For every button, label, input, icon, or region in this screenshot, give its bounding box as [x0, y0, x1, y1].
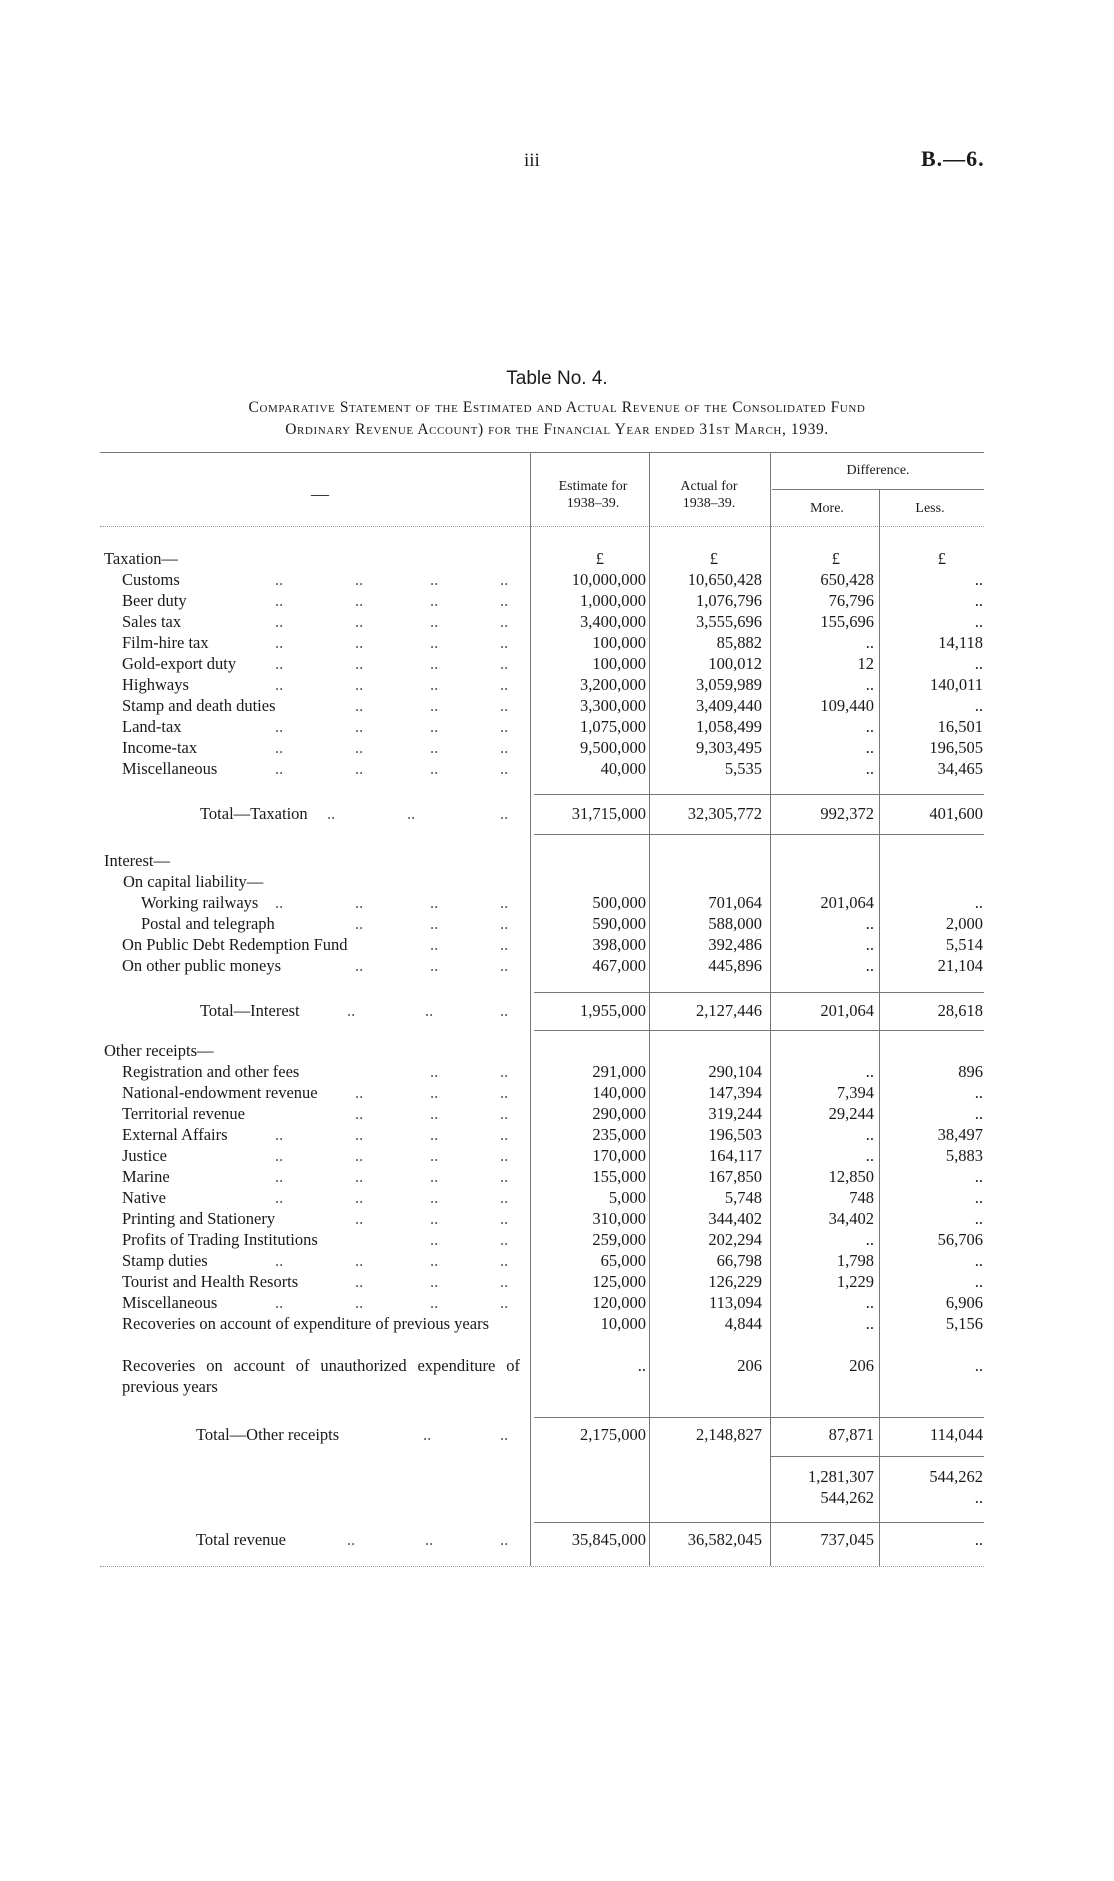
row-label: Film-hire tax	[122, 633, 209, 652]
cell-actual: 701,064	[708, 893, 762, 912]
table-row	[0, 1355, 1114, 1397]
total-actual: 2,127,446	[696, 1001, 762, 1020]
taxation-heading-row	[0, 548, 1114, 569]
total-more: 201,064	[820, 1001, 874, 1020]
cell-actual: 196,503	[708, 1125, 762, 1144]
other-total-rule-top	[534, 1417, 984, 1418]
cell-more: ..	[865, 1230, 874, 1249]
cell-actual: 588,000	[708, 914, 762, 933]
header-dash: —	[311, 484, 329, 504]
cell-estimate: 398,000	[592, 935, 646, 954]
cell-more: 12,850	[828, 1167, 874, 1186]
cell-more: 12	[857, 654, 874, 673]
cell-actual: 4,844	[724, 1314, 762, 1333]
cell-more: ..	[865, 935, 874, 954]
currency-symbol: £	[831, 549, 840, 568]
cell-estimate: 170,000	[592, 1146, 646, 1165]
cell-less: 6,906	[945, 1293, 983, 1312]
table-row: Registration and other fees .. .. 291,000 290,104 .. 896	[122, 1062, 983, 1081]
cell-less: ..	[974, 1104, 983, 1123]
cell-more: 748	[849, 1188, 874, 1207]
cell-estimate: 290,000	[592, 1104, 646, 1123]
subtotal-more-1: 1,281,307	[808, 1467, 874, 1486]
row-label: Sales tax	[122, 612, 182, 631]
cell-actual: 202,294	[708, 1230, 762, 1249]
table-row: Marine .. .. .. .. 155,000 167,850 12,850 ..	[122, 1167, 983, 1186]
table-subtitle-line-1: Comparative Statement of the Estimated and Actual Revenue of the Consolidated Fund	[248, 399, 866, 416]
cell-less: ..	[974, 570, 983, 589]
other-total-rule-bottom	[770, 1456, 984, 1457]
cell-estimate: 1,075,000	[580, 717, 646, 736]
cell-less: ..	[974, 1356, 983, 1375]
cell-less: 16,501	[937, 717, 983, 736]
cell-less: ..	[974, 1251, 983, 1270]
cell-more: ..	[865, 759, 874, 778]
cell-less: ..	[974, 612, 983, 631]
cell-actual: 5,535	[724, 759, 762, 778]
cell-estimate: 467,000	[592, 956, 646, 975]
row-label: Miscellaneous	[122, 1293, 218, 1312]
cell-more: ..	[865, 1062, 874, 1081]
table-row: Profits of Trading Institutions .. .. 259,000 202,294 .. 56,706	[122, 1230, 983, 1249]
subtotal-row-1	[0, 1466, 1114, 1487]
currency-symbol: £	[709, 549, 718, 568]
total-estimate: 2,175,000	[580, 1425, 646, 1444]
cell-estimate: 10,000	[600, 1314, 646, 1333]
grand-total-actual: 36,582,045	[687, 1530, 762, 1549]
cell-estimate: 65,000	[600, 1251, 646, 1270]
row-label: On other public moneys	[122, 956, 282, 975]
table-row: Postal and telegraph .. .. .. 590,000 588,000 .. 2,000	[141, 914, 983, 933]
taxation-total-rule-top	[534, 794, 984, 795]
cell-less: ..	[974, 696, 983, 715]
cell-estimate: 5,000	[608, 1188, 646, 1207]
cell-estimate: 259,000	[592, 1230, 646, 1249]
cell-estimate: 100,000	[592, 633, 646, 652]
cell-estimate: 3,200,000	[580, 675, 646, 694]
cell-estimate: 10,000,000	[571, 570, 646, 589]
section-heading: Taxation—	[104, 549, 178, 568]
interest-total-rule-top	[534, 992, 984, 993]
currency-symbol: £	[595, 549, 604, 568]
other-heading-row	[0, 1040, 1114, 1061]
cell-estimate: 120,000	[592, 1293, 646, 1312]
grand-total-row: Total revenue .. .. .. 35,845,000 36,582,045 737,045 ..	[196, 1530, 983, 1549]
cell-estimate: 590,000	[592, 914, 646, 933]
total-more: 87,871	[828, 1425, 874, 1444]
row-label: Highways	[122, 675, 189, 694]
interest-total-rule-bottom	[534, 1030, 984, 1031]
row-label: Land-tax	[122, 717, 182, 736]
cell-actual: 5,748	[724, 1188, 762, 1207]
row-label: Profits of Trading Institutions	[122, 1230, 318, 1249]
table-title: Table No. 4.	[506, 368, 608, 389]
total-actual: 2,148,827	[696, 1425, 762, 1444]
cell-estimate: ..	[637, 1356, 646, 1375]
cell-less: ..	[974, 591, 983, 610]
cell-less: 5,883	[945, 1146, 983, 1165]
row-label: Miscellaneous	[122, 759, 218, 778]
cell-actual: 3,409,440	[696, 696, 762, 715]
table-top-rule	[100, 452, 984, 453]
table-row: On Public Debt Redemption Fund .. .. 398,000 392,486 .. 5,514	[122, 935, 983, 954]
page-number: iii	[524, 150, 540, 171]
cell-more: ..	[865, 633, 874, 652]
cell-estimate: 235,000	[592, 1125, 646, 1144]
cell-estimate: 125,000	[592, 1272, 646, 1291]
table-row: Customs .. .. .. .. 10,000,000 10,650,428 650,428 ..	[122, 570, 983, 589]
cell-actual: 206	[737, 1356, 762, 1375]
cell-less: ..	[974, 893, 983, 912]
cell-actual: 167,850	[708, 1167, 762, 1186]
currency-symbol: £	[937, 549, 946, 568]
total-less: 114,044	[929, 1425, 983, 1444]
row-label: Territorial revenue	[122, 1104, 245, 1123]
table-row: Working railways .. .. .. .. 500,000 701,064 201,064 ..	[141, 893, 983, 912]
row-label: Gold-export duty	[122, 654, 237, 673]
table-row: Miscellaneous .. .. .. .. 40,000 5,535 .. 34,465	[122, 759, 983, 778]
cell-estimate: 291,000	[592, 1062, 646, 1081]
cell-more: ..	[865, 738, 874, 757]
row-label: Stamp and death duties	[122, 696, 276, 715]
table-row: Tourist and Health Resorts .. .. .. 125,000 126,229 1,229 ..	[122, 1272, 983, 1291]
cell-less: ..	[974, 1209, 983, 1228]
cell-less: 38,497	[937, 1125, 983, 1144]
cell-less: 196,505	[929, 738, 983, 757]
header-actual: Actual for 1938–39.	[680, 479, 738, 511]
cell-more: 1,229	[836, 1272, 874, 1291]
cell-more: 650,428	[820, 570, 874, 589]
cell-actual: 164,117	[708, 1146, 762, 1165]
row-label: Tourist and Health Resorts	[122, 1272, 299, 1291]
table-row: Territorial revenue .. .. .. 290,000 319,244 29,244 ..	[122, 1104, 983, 1123]
cell-estimate: 500,000	[592, 893, 646, 912]
row-label: Registration and other fees	[122, 1062, 300, 1081]
total-label: Total—Interest	[200, 1001, 300, 1020]
table-row-total: Total—Interest .. .. .. 1,955,000 2,127,446 201,064 28,618	[200, 1001, 983, 1020]
cell-actual: 113,094	[708, 1293, 762, 1312]
cell-actual: 85,882	[716, 633, 762, 652]
row-label: Native	[122, 1188, 166, 1207]
total-estimate: 31,715,000	[571, 804, 646, 823]
cell-more: 7,394	[836, 1083, 874, 1102]
subtotal-more-2: 544,262	[820, 1488, 874, 1507]
cell-more: ..	[865, 1314, 874, 1333]
interest-heading-row	[0, 850, 1114, 871]
total-label: Total—Taxation	[200, 804, 308, 823]
cell-actual: 319,244	[708, 1104, 762, 1123]
document-code: B.—6.	[921, 146, 985, 171]
cell-less: 21,104	[937, 956, 983, 975]
subtotal-row-2	[0, 1487, 1114, 1508]
cell-actual: 1,058,499	[696, 717, 762, 736]
cell-more: 34,402	[828, 1209, 874, 1228]
cell-more: ..	[865, 1293, 874, 1312]
cell-more: 206	[849, 1356, 874, 1375]
cell-more: ..	[865, 956, 874, 975]
section-heading: Other receipts—	[104, 1041, 214, 1060]
cell-more: ..	[865, 1125, 874, 1144]
cell-estimate: 40,000	[600, 759, 646, 778]
table-row: Miscellaneous .. .. .. .. 120,000 113,094 .. 6,906	[122, 1293, 983, 1312]
cell-actual: 9,303,495	[696, 738, 762, 757]
table-row: External Affairs .. .. .. .. 235,000 196,503 .. 38,497	[122, 1125, 983, 1144]
row-label: On Public Debt Redemption Fund	[122, 935, 348, 954]
header-less: Less.	[915, 501, 945, 516]
grand-total-label: Total revenue	[196, 1530, 287, 1549]
cell-less: 34,465	[937, 759, 983, 778]
table-row: Highways .. .. .. .. 3,200,000 3,059,989 .. 140,011	[122, 675, 983, 694]
row-label: Beer duty	[122, 591, 187, 610]
table-row: On other public moneys .. .. .. 467,000 445,896 .. 21,104	[122, 956, 983, 975]
total-label: Total—Other receipts	[196, 1425, 340, 1444]
cell-more: 109,440	[820, 696, 874, 715]
cell-less: 2,000	[945, 914, 983, 933]
cell-actual: 3,555,696	[696, 612, 762, 631]
cell-estimate: 9,500,000	[580, 738, 646, 757]
cell-less: ..	[974, 654, 983, 673]
section-subheading: On capital liability—	[123, 872, 264, 891]
header-bottom-rule	[100, 526, 984, 527]
grand-total-less: ..	[974, 1530, 983, 1549]
section-heading: Interest—	[104, 851, 170, 870]
cell-actual: 100,012	[708, 654, 762, 673]
table-row: Stamp duties .. .. .. .. 65,000 66,798 1,798 ..	[122, 1251, 983, 1270]
total-more: 992,372	[820, 804, 874, 823]
cell-less: 140,011	[929, 675, 983, 694]
total-less: 28,618	[937, 1001, 983, 1020]
total-less: 401,600	[929, 804, 983, 823]
row-label: Income-tax	[122, 738, 198, 757]
grand-total-more: 737,045	[820, 1530, 874, 1549]
cell-more: 1,798	[836, 1251, 874, 1270]
cell-more: ..	[865, 1146, 874, 1165]
cell-estimate: 1,000,000	[580, 591, 646, 610]
cell-less: 5,156	[945, 1314, 983, 1333]
row-label: National-endowment revenue	[122, 1083, 318, 1102]
header-estimate: Estimate for 1938–39.	[558, 479, 628, 511]
table-row: Gold-export duty .. .. .. .. 100,000 100,012 12 ..	[122, 654, 983, 673]
cell-actual: 126,229	[708, 1272, 762, 1291]
cell-estimate: 310,000	[592, 1209, 646, 1228]
grand-total-estimate: 35,845,000	[571, 1530, 646, 1549]
total-actual: 32,305,772	[687, 804, 762, 823]
cell-estimate: 100,000	[592, 654, 646, 673]
cell-actual: 3,059,989	[696, 675, 762, 694]
cell-actual: 290,104	[708, 1062, 762, 1081]
cell-more: ..	[865, 717, 874, 736]
row-label: Postal and telegraph	[141, 914, 275, 933]
cell-actual: 1,076,796	[696, 591, 762, 610]
row-label: Recoveries on account of expenditure of previous years	[122, 1314, 489, 1333]
table-row-total: Total—Other receipts .. .. 2,175,000 2,148,827 87,871 114,044	[196, 1425, 983, 1444]
table-row: Land-tax .. .. .. .. 1,075,000 1,058,499 .. 16,501	[122, 717, 983, 736]
cell-estimate: 3,400,000	[580, 612, 646, 631]
table-row: National-endowment revenue .. .. .. 140,000 147,394 7,394 ..	[122, 1083, 983, 1102]
cell-actual: 147,394	[708, 1083, 762, 1102]
cell-estimate: 3,300,000	[580, 696, 646, 715]
table-row: Film-hire tax .. .. .. .. 100,000 85,882 .. 14,118	[122, 633, 983, 652]
subtotal-less-2: ..	[974, 1488, 983, 1507]
cell-more: ..	[865, 675, 874, 694]
cell-actual: 66,798	[716, 1251, 762, 1270]
cell-less: 56,706	[937, 1230, 983, 1249]
table-row	[0, 1313, 1114, 1355]
cell-more: 29,244	[828, 1104, 874, 1123]
interest-subheading-row	[0, 871, 1114, 892]
row-label: Stamp duties	[122, 1251, 208, 1270]
row-label: External Affairs	[122, 1125, 228, 1144]
table-row: Income-tax .. .. .. .. 9,500,000 9,303,495 .. 196,505	[122, 738, 983, 757]
cell-actual: 392,486	[708, 935, 762, 954]
cell-actual: 344,402	[708, 1209, 762, 1228]
header-difference: Difference.	[846, 463, 910, 478]
cell-more: 155,696	[820, 612, 874, 631]
table-row: Native .. .. .. .. 5,000 5,748 748 ..	[122, 1188, 983, 1207]
cell-more: ..	[865, 914, 874, 933]
cell-less: ..	[974, 1083, 983, 1102]
table-row: Justice .. .. .. .. 170,000 164,117 .. 5,883	[122, 1146, 983, 1165]
grand-total-rule-top	[534, 1522, 984, 1523]
difference-rule	[772, 489, 984, 490]
cell-less: ..	[974, 1272, 983, 1291]
row-label: Working railways	[141, 893, 259, 912]
cell-actual: 445,896	[708, 956, 762, 975]
table-row: Stamp and death duties .. .. .. 3,300,000 3,409,440 109,440 ..	[122, 696, 983, 715]
row-label: Customs	[122, 570, 180, 589]
row-label: Printing and Stationery	[122, 1209, 276, 1228]
taxation-total-rule-bottom	[534, 834, 984, 835]
header-more: More.	[810, 501, 844, 516]
table-row-total: Total—Taxation .. .. .. 31,715,000 32,305,772 992,372 401,600	[200, 804, 983, 823]
table-row: Beer duty .. .. .. .. 1,000,000 1,076,796 76,796 ..	[122, 591, 983, 610]
cell-estimate: 155,000	[592, 1167, 646, 1186]
cell-less: 5,514	[945, 935, 983, 954]
table-bottom-rule	[100, 1566, 984, 1567]
cell-less: 14,118	[938, 633, 983, 652]
table-row: Printing and Stationery .. .. .. 310,000 344,402 34,402 ..	[122, 1209, 983, 1228]
row-label: Recoveries on account of unauthorized expenditure of previous years	[122, 1356, 520, 1396]
row-label: Justice	[122, 1146, 167, 1165]
cell-more: 76,796	[828, 591, 874, 610]
cell-less: 896	[958, 1062, 983, 1081]
subtotal-less-1: 544,262	[929, 1467, 983, 1486]
row-label: Marine	[122, 1167, 170, 1186]
cell-less: ..	[974, 1188, 983, 1207]
cell-more: 201,064	[820, 893, 874, 912]
cell-actual: 10,650,428	[687, 570, 762, 589]
total-estimate: 1,955,000	[580, 1001, 646, 1020]
cell-estimate: 140,000	[592, 1083, 646, 1102]
cell-less: ..	[974, 1167, 983, 1186]
table-row: Sales tax .. .. .. .. 3,400,000 3,555,696 155,696 ..	[122, 612, 983, 631]
table-subtitle-line-2: Ordinary Revenue Account) for the Financial Year ended 31st March, 1939.	[285, 421, 829, 438]
